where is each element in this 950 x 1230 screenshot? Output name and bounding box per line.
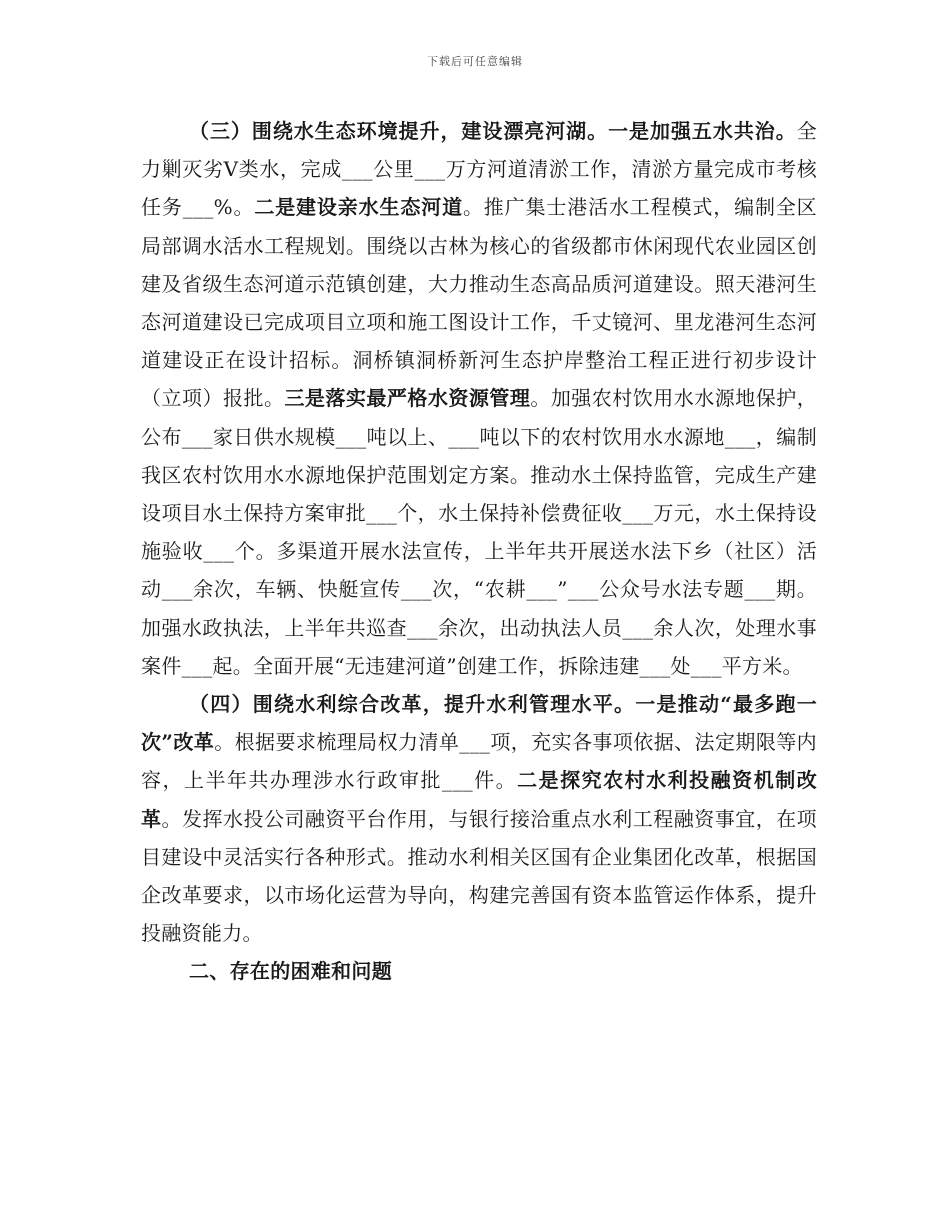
document-body [141,112,817,991]
bold-subheading: 三是落实最严格水资源管理 [284,386,531,411]
paragraph-text: 全力剿灭劣Ⅴ类水，完成___公里___万方河道清淤工作，清淤方量完成市考核任务___%。 [141,119,817,220]
paragraph-text: 。发挥水投公司融资平台作用，与银行接洽重点水利工程融资事宜，在项目建设中灵活实行各种形式。推动水利相关区国有企业集团化改革，根据国企改革要求，以市场化运营为导向，构建完善国有资本监管运作体系，提升投融资能力。 [141,806,817,946]
bold-subheading: 二是探究农村水利投融资机制改革 [141,768,817,831]
paragraph-text: 。加强农村饮用水水源地保护，公布___家日供水规模___吨以上、___吨以下的农村饮用水水源地___，编制我区农村饮用水水源地保护范围划定方案。推动水土保持监管，完成生产建设项目水土保持方案审批___个，水土保持补偿费征收___万元，水土保持设施验收___个。多渠道开展水法宣传，上半年共开展送水法下乡（社区）活动___余次，车辆、快艇宣传___次，“农耕___”___公众号水法专题___期。加强水政执法，上半年共巡查___余次，出动执法人员___余人次，处理水事案件___起。全面开展“无违建河道”创建工作，拆除违建___处___平方米。 [141,386,817,678]
bold-heading-4: （四）围绕水利综合改革，提升水利管理水平。一是推动“最多跑一次”改革 [141,692,817,755]
bold-heading-3: （三）围绕水生态环境提升，建设漂亮河湖。一是加强五水共治。 [189,119,797,143]
paragraph-text: 。根据要求梳理局权力清单___项，充实各事项依据、法定期限等内容，上半年共办理涉水行政审批___件。 [141,730,817,793]
section-heading-2: 二、存在的困难和问题 [189,959,392,984]
paragraph-section-4 [141,685,817,952]
bold-subheading: 二是建设亲水生态河道 [254,195,463,220]
paragraph-text: 。推广集士港活水工程模式，编制全区局部调水活水工程规划。围绕以古林为核心的省级都市休闲现代农业园区创建及省级生态河道示范镇创建，大力推动生态高品质河道建设。照天港河生态河道建设已完成项目立项和施工图设计工作，千丈镜河、里龙港河生态河道建设正在设计招标。洞桥镇洞桥新河生态护岸整治工程正进行初步设计（立项）报批。 [141,195,817,411]
paragraph-section-3 [141,112,817,685]
page-header: 下载后可任意编辑 [427,55,523,68]
